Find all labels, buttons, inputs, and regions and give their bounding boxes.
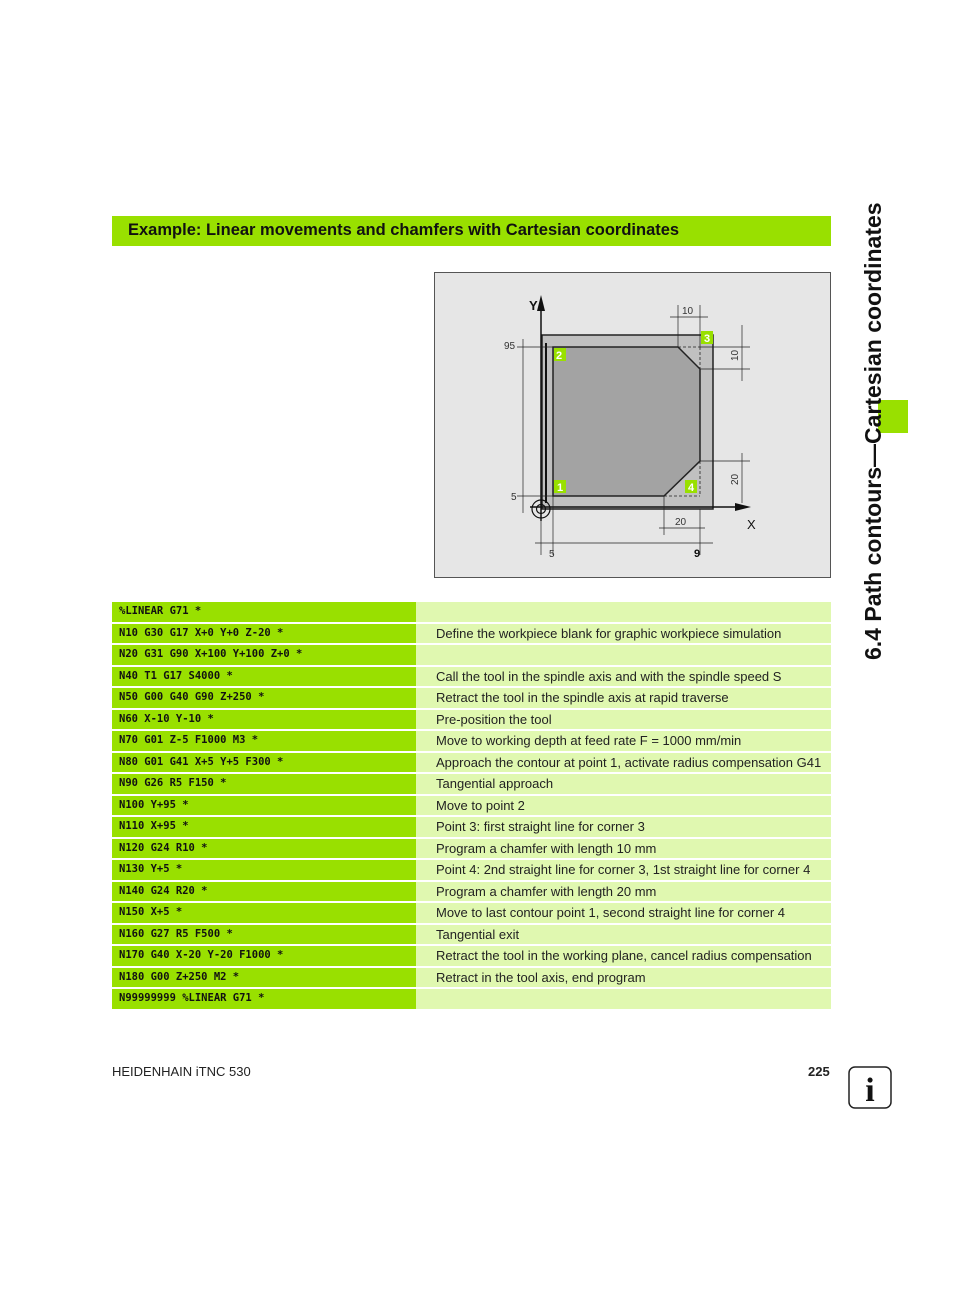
dim-right-10: 10 <box>730 349 741 361</box>
nc-description-cell: Define the workpiece blank for graphic workpiece simulation <box>416 624 831 644</box>
dim-bottom-20: 20 <box>675 517 687 528</box>
nc-code-cell: N170 G40 X-20 Y-20 F1000 * <box>112 946 416 966</box>
nc-code-cell: N20 G31 G90 X+100 Y+100 Z+0 * <box>112 645 416 665</box>
nc-code-cell: N80 G01 G41 X+5 Y+5 F300 * <box>112 753 416 773</box>
table-row <box>112 602 831 622</box>
table-row <box>112 731 831 751</box>
nc-code-cell: N180 G00 Z+250 M2 * <box>112 968 416 988</box>
info-icon-glyph: i <box>865 1072 875 1109</box>
dim-5-y: 5 <box>511 492 517 503</box>
nc-description-cell <box>416 602 831 622</box>
nc-description-cell: Retract the tool in the spindle axis at rapid traverse <box>416 688 831 708</box>
point-label-1: 1 <box>557 482 564 494</box>
table-row <box>112 839 831 859</box>
dim-right-20: 20 <box>730 473 741 485</box>
nc-description-cell: Move to working depth at feed rate F = 1000 mm/min <box>416 731 831 751</box>
nc-code-cell: N99999999 %LINEAR G71 * <box>112 989 416 1009</box>
table-row <box>112 796 831 816</box>
nc-description-cell: Tangential approach <box>416 774 831 794</box>
point-label-4: 4 <box>688 482 695 494</box>
table-row <box>112 710 831 730</box>
table-row <box>112 753 831 773</box>
nc-code-cell: N130 Y+5 * <box>112 860 416 880</box>
y-axis-arrow <box>537 295 545 311</box>
nc-code-cell: N50 G00 G40 G90 Z+250 * <box>112 688 416 708</box>
nc-description-cell <box>416 645 831 665</box>
table-row <box>112 903 831 923</box>
nc-code-cell: N100 Y+95 * <box>112 796 416 816</box>
nc-description-cell: Approach the contour at point 1, activate radius compensation G41 <box>416 753 831 773</box>
nc-code-cell: N60 X-10 Y-10 * <box>112 710 416 730</box>
table-row <box>112 925 831 945</box>
nc-code-cell: N70 G01 Z-5 F1000 M3 * <box>112 731 416 751</box>
nc-program-table <box>112 602 831 1011</box>
point-label-3: 3 <box>704 333 711 345</box>
nc-code-cell: N160 G27 R5 F500 * <box>112 925 416 945</box>
section-title: Example: Linear movements and chamfers with Cartesian coordinates <box>128 221 680 239</box>
nc-code-cell: N140 G24 R20 * <box>112 882 416 902</box>
page-number: 225 <box>808 1064 830 1079</box>
table-row <box>112 645 831 665</box>
point-label-2: 2 <box>556 350 563 362</box>
x-axis-label: X <box>747 517 756 532</box>
nc-description-cell: Program a chamfer with length 10 mm <box>416 839 831 859</box>
nc-description-cell: Move to last contour point 1, second straight line for corner 4 <box>416 903 831 923</box>
nc-description-cell: Tangential exit <box>416 925 831 945</box>
table-row <box>112 882 831 902</box>
nc-description-cell: Point 4: 2nd straight line for corner 3, 1st straight line for corner 4 <box>416 860 831 880</box>
table-row <box>112 946 831 966</box>
table-row <box>112 774 831 794</box>
info-icon <box>848 1066 892 1109</box>
nc-code-cell: N110 X+95 * <box>112 817 416 837</box>
section-title-bar <box>112 216 831 246</box>
nc-description-cell: Program a chamfer with length 20 mm <box>416 882 831 902</box>
nc-code-cell: N90 G26 R5 F150 * <box>112 774 416 794</box>
contour-figure <box>434 272 831 578</box>
nc-description-cell: Call the tool in the spindle axis and with the spindle speed S <box>416 667 831 687</box>
nc-code-cell: N120 G24 R10 * <box>112 839 416 859</box>
chapter-side-title: 6.4 Path contours—Cartesian coordinates <box>860 202 886 660</box>
nc-description-cell: Retract in the tool axis, end program <box>416 968 831 988</box>
nc-description-cell <box>416 989 831 1009</box>
table-row <box>112 817 831 837</box>
x-axis-arrow <box>735 503 751 511</box>
table-row <box>112 688 831 708</box>
table-row <box>112 860 831 880</box>
table-row <box>112 968 831 988</box>
dim-95: 95 <box>504 341 516 352</box>
nc-description-cell: Retract the tool in the working plane, cancel radius compensation <box>416 946 831 966</box>
dim-5-x: 5 <box>549 549 555 560</box>
footer-product: HEIDENHAIN iTNC 530 <box>112 1064 251 1079</box>
workpiece-contour <box>553 347 700 496</box>
nc-code-cell: %LINEAR G71 * <box>112 602 416 622</box>
nc-code-cell: N10 G30 G17 X+0 Y+0 Z-20 * <box>112 624 416 644</box>
dim-9: 9 <box>694 548 701 560</box>
nc-description-cell: Move to point 2 <box>416 796 831 816</box>
nc-description-cell: Point 3: first straight line for corner 3 <box>416 817 831 837</box>
table-row <box>112 624 831 644</box>
contour-drawing <box>435 273 830 577</box>
table-row <box>112 989 831 1009</box>
nc-description-cell: Pre-position the tool <box>416 710 831 730</box>
y-axis-label: Y <box>529 298 538 313</box>
nc-code-cell: N40 T1 G17 S4000 * <box>112 667 416 687</box>
dim-top-10: 10 <box>682 306 694 317</box>
nc-code-cell: N150 X+5 * <box>112 903 416 923</box>
table-row <box>112 667 831 687</box>
